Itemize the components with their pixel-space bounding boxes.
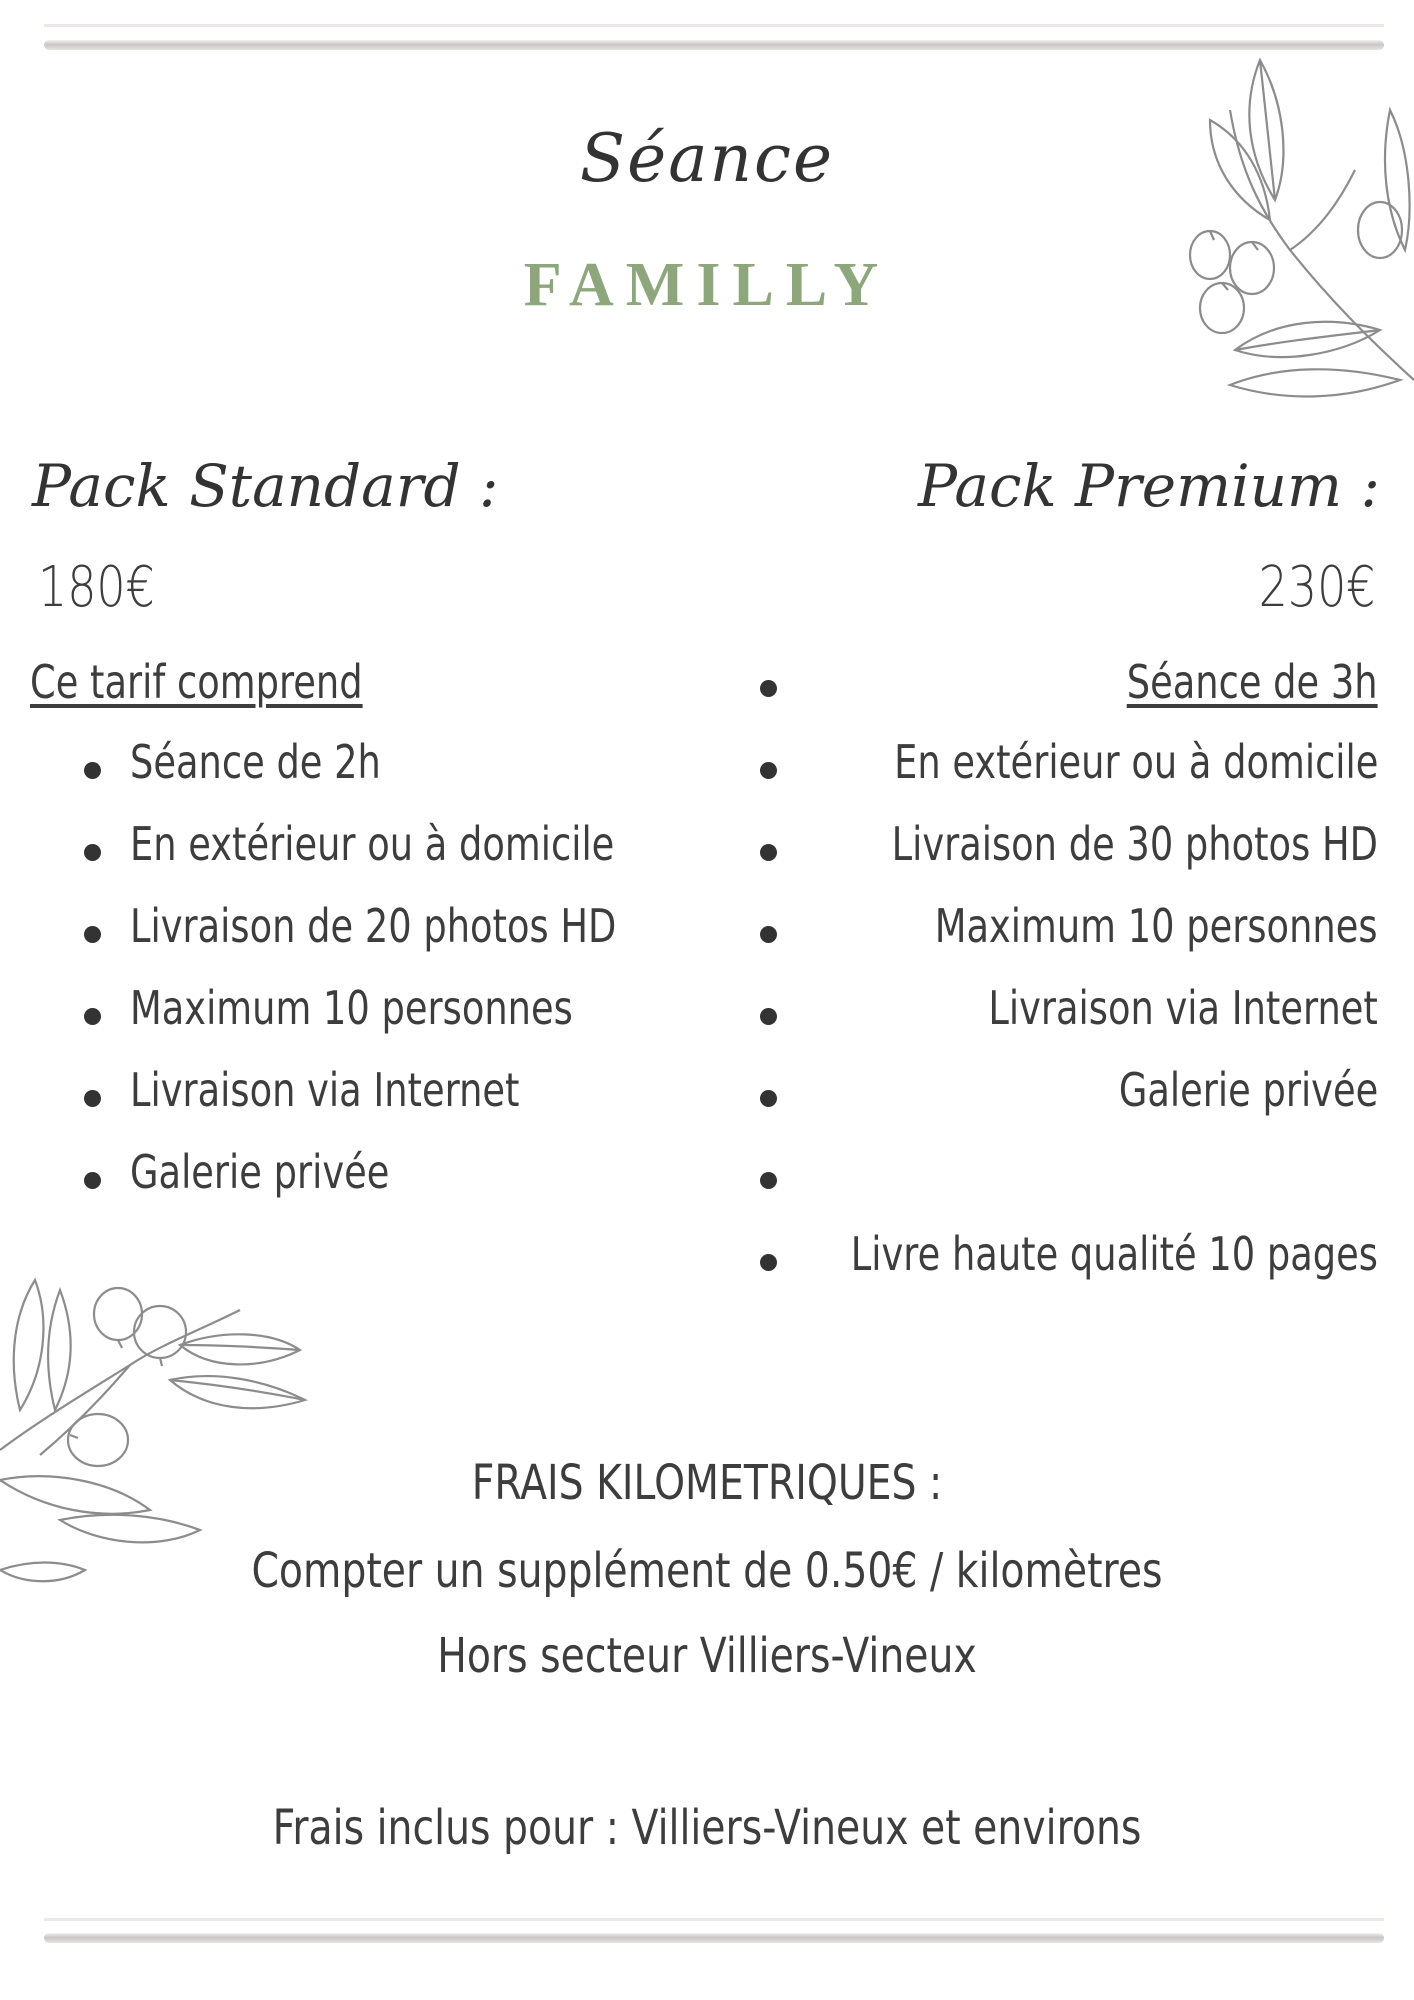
list-item: En extérieur ou à domicile <box>893 735 1378 789</box>
page-title: FAMILLY <box>523 251 891 319</box>
list-item: Livraison de 30 photos HD <box>891 817 1378 871</box>
bullet-icon <box>84 1172 101 1189</box>
bullet-icon <box>84 1008 101 1025</box>
list-item: Livre haute qualité 10 pages <box>850 1227 1378 1281</box>
list-item: Séance de 2h <box>130 735 381 789</box>
bullet-icon <box>760 1172 777 1189</box>
list-item: Galerie privée <box>1118 1063 1378 1117</box>
pack-premium-title: Pack Premium : <box>917 452 1380 520</box>
fees-line: Compter un supplément de 0.50€ / kilomètres <box>251 1543 1163 1599</box>
list-item: En extérieur ou à domicile <box>130 817 615 871</box>
fees-area: Hors secteur Villiers-Vineux <box>437 1628 977 1684</box>
bullet-icon <box>760 680 777 697</box>
list-item: Maximum 10 personnes <box>935 899 1378 953</box>
fees-included: Frais inclus pour : Villiers-Vineux et environs <box>272 1800 1142 1856</box>
page-subtitle-script: Séance <box>579 120 835 197</box>
bullet-icon <box>84 1090 101 1107</box>
bullet-icon <box>84 762 101 779</box>
fees-heading: FRAIS KILOMETRIQUES : <box>471 1455 943 1511</box>
bottom-divider <box>44 1933 1384 1943</box>
bullet-icon <box>760 762 777 779</box>
top-divider <box>44 40 1384 50</box>
bottom-divider-thin <box>44 1918 1384 1921</box>
pack-premium-price: 230€ <box>1259 555 1376 620</box>
bullet-icon <box>760 1254 777 1271</box>
bullet-icon <box>760 1008 777 1025</box>
pack-standard-title: Pack Standard : <box>32 452 499 520</box>
bullet-icon <box>84 844 101 861</box>
list-item: Maximum 10 personnes <box>130 981 573 1035</box>
top-divider-thin <box>44 24 1384 27</box>
bullet-icon <box>760 1090 777 1107</box>
bullet-icon <box>84 926 101 943</box>
pack-standard-price: 180€ <box>38 555 155 620</box>
list-item: Livraison de 20 photos HD <box>130 899 617 953</box>
list-item: Livraison via Internet <box>130 1063 520 1117</box>
list-item: Séance de 3h <box>1127 655 1378 709</box>
list-item: Livraison via Internet <box>988 981 1378 1035</box>
list-item: Galerie privée <box>130 1145 390 1199</box>
bullet-icon <box>760 844 777 861</box>
pack-standard-subheading: Ce tarif comprend <box>30 655 363 709</box>
bullet-icon <box>760 926 777 943</box>
